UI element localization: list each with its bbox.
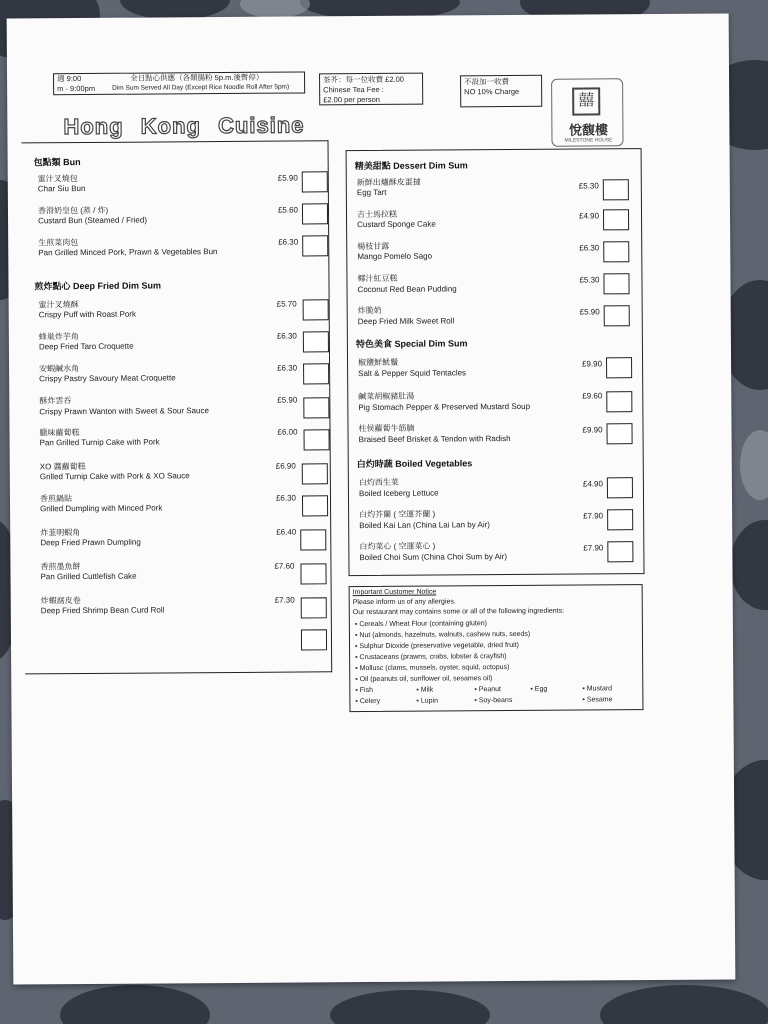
- item-name-zh: 酥炸雲吞: [39, 396, 72, 406]
- item-name-zh: 生煎菜肉包: [38, 238, 79, 248]
- item-price: £6.30: [275, 493, 297, 503]
- item-name-zh: 炸蝦腐皮卷: [40, 596, 81, 606]
- allergen-text: Soy-beans: [478, 697, 513, 705]
- ingredient-bullet: ▪ Nut (almonds, hazelnuts, walnuts, cashew nuts, seeds): [354, 630, 531, 640]
- dim-sum-note-zh: 全日點心供應（各類腸粉 5p.m.後暫停）: [130, 72, 264, 83]
- item-name-zh: 炸脆奶: [357, 305, 382, 316]
- item-name-en: Deep Fried Shrimp Bean Curd Roll: [40, 605, 165, 616]
- item-name-en: Pig Stomach Pepper & Preserved Mustard Soup: [358, 401, 531, 413]
- right-menu-panel: [346, 148, 645, 576]
- notice-line-1: Please inform us of any allergies.: [352, 598, 456, 607]
- item-name-en: Pan Grilled Turnip Cake with Pork: [39, 437, 160, 448]
- item-name-zh: 臘味蘿蔔糕: [39, 428, 80, 438]
- item-price: £5.90: [277, 173, 298, 183]
- item-price: £4.90: [582, 479, 603, 489]
- item-name-en: Boiled Choi Sum (China Choi Sum by Air): [359, 552, 508, 563]
- allergen-item: ▪ Egg: [530, 685, 548, 693]
- item-name-zh: 鹹菜胡椒豬肚湯: [358, 391, 415, 402]
- order-quantity-box[interactable]: [303, 299, 329, 320]
- order-quantity-box[interactable]: [302, 495, 328, 516]
- item-price: £7.90: [583, 511, 604, 521]
- ingredient-bullet: ▪ Crustaceans (prawns, crabs, lobster & crayfish): [355, 653, 507, 662]
- item-name-en: Coconut Red Bean Pudding: [357, 284, 457, 295]
- order-quantity-box[interactable]: [604, 305, 630, 326]
- item-price: £9.60: [582, 391, 603, 401]
- item-name-zh: 蜂巢炸芋角: [38, 332, 79, 342]
- logo-name-zh: 悅馥樓: [568, 122, 608, 138]
- allergen-item: ▪ Fish: [355, 686, 374, 695]
- hours-line-1: 週 9:00: [57, 74, 82, 84]
- item-price: £7.90: [583, 543, 604, 553]
- item-price: £5.30: [578, 181, 599, 191]
- tea-fee-zh: 茶芥：每一位收費 £2.00: [323, 74, 404, 85]
- order-quantity-box[interactable]: [303, 397, 329, 418]
- item-name-zh: 炸韮明蝦角: [40, 528, 81, 538]
- order-quantity-box[interactable]: [301, 597, 327, 618]
- order-quantity-box[interactable]: [302, 203, 328, 224]
- item-name-zh: 蜜汁叉燒包: [37, 174, 78, 184]
- order-quantity-box[interactable]: [606, 423, 632, 444]
- item-price: £7.30: [274, 595, 295, 605]
- order-quantity-box[interactable]: [606, 357, 632, 378]
- allergen-item: ▪ Soy-beans: [474, 697, 513, 705]
- item-name-zh: 椒鹽鮮魷鬚: [358, 357, 399, 368]
- vegetables-section-title: 白灼時蔬 Boiled Vegetables: [356, 458, 473, 470]
- allergen-item: ▪ Milk: [416, 686, 434, 694]
- item-name-en: Mango Pomelo Sago: [357, 251, 433, 262]
- item-name-zh: XO 醬蘿蔔糕: [39, 461, 86, 472]
- item-name-zh: 楊枝甘露: [357, 241, 390, 252]
- allergen-text: Sesame: [586, 696, 613, 704]
- logo-name-en: MILESTONE HOUSE: [564, 137, 613, 144]
- order-quantity-box[interactable]: [603, 179, 629, 200]
- brand-title: Hong Kong Cuisine: [63, 112, 305, 140]
- item-price: £6.30: [277, 363, 298, 373]
- bun-section-title: 包點類 Bun: [33, 157, 81, 168]
- ingredient-bullet: ▪ Cereals / Wheat Flour (containing gluten): [354, 620, 487, 629]
- item-name-zh: 蜜汁叉燒酥: [38, 300, 79, 310]
- notice-line-2: Our restaurant may contains some or all of the following ingredients:: [352, 607, 565, 617]
- order-quantity-box[interactable]: [603, 241, 629, 262]
- service-charge-box: [460, 75, 542, 108]
- allergen-text: Celery: [359, 697, 381, 706]
- item-price: £6.30: [276, 331, 297, 341]
- order-quantity-box[interactable]: [302, 235, 328, 256]
- item-name-en: Braised Beef Brisket & Tendon with Radish: [358, 434, 511, 445]
- allergen-text: Egg: [534, 685, 548, 693]
- item-name-zh: 吉士馬拉糕: [356, 209, 398, 220]
- item-name-zh: 香滑奶皇包 (蒸 / 炸): [37, 205, 109, 216]
- order-quantity-box[interactable]: [603, 209, 629, 230]
- item-price: £7.60: [274, 561, 295, 571]
- ingredient-text: Sulphur Dioxide (preservative vegetable, dried fruit): [359, 641, 520, 651]
- item-price: £6.90: [275, 461, 296, 471]
- left-menu-panel: [22, 140, 333, 674]
- item-name-en: Deep Fried Milk Sweet Roll: [357, 316, 455, 327]
- order-quantity-box-blank[interactable]: [301, 629, 327, 650]
- logo-mark-icon: 囍: [572, 87, 600, 115]
- item-price: £6.00: [277, 427, 298, 437]
- ingredient-text: Cereals / Wheat Flour (containing gluten): [359, 620, 487, 629]
- item-name-en: Custard Bun (Steamed / Fried): [38, 215, 148, 226]
- opening-hours-box: [53, 71, 305, 95]
- item-name-en: Deep Fried Prawn Dumpling: [40, 537, 141, 548]
- item-name-en: Crispy Pastry Savoury Meat Croquette: [39, 373, 176, 384]
- order-quantity-box[interactable]: [304, 429, 330, 450]
- ingredient-bullet: ▪ Sulphur Dioxide (preservative vegetable, dried fruit): [355, 641, 520, 651]
- order-quantity-box[interactable]: [603, 273, 629, 294]
- item-price: £5.90: [579, 307, 600, 317]
- order-quantity-box[interactable]: [300, 563, 326, 584]
- ingredient-text: Mollusc (clams, mussels, oyster, squid, octopus): [359, 664, 510, 673]
- tea-fee-price: £2.00 per person: [323, 94, 380, 105]
- item-name-en: Egg Tart: [356, 187, 387, 198]
- item-name-en: Salt & Pepper Squid Tentacles: [358, 368, 467, 379]
- item-name-en: Crispy Prawn Wanton with Sweet & Sour Sauce: [39, 406, 209, 417]
- item-name-en: Pan Grilled Cuttlefish Cake: [40, 571, 137, 582]
- item-price: £5.70: [276, 299, 297, 309]
- item-name-zh: 椰汁紅豆糕: [357, 273, 398, 284]
- item-name-zh: 安蝦鹹水角: [39, 364, 80, 374]
- item-name-en: Boiled Kai Lan (China Lai Lan by Air): [359, 520, 490, 531]
- allergen-item: ▪ Peanut: [474, 686, 501, 694]
- notice-title: Important Customer Notice: [352, 588, 437, 597]
- allergen-item: ▪ Celery: [355, 697, 381, 706]
- item-name-en: Boiled Iceberg Lettuce: [358, 488, 439, 499]
- item-name-en: Crispy Puff with Roast Pork: [38, 309, 136, 320]
- ingredient-text: Crustaceans (prawns, crabs, lobster & crayfish): [359, 653, 507, 662]
- item-price: £6.30: [579, 243, 600, 253]
- ingredient-text: Oil (peanuts oil, sunflower oil, sesames oil): [359, 675, 493, 684]
- allergen-text: Peanut: [478, 686, 501, 694]
- item-price: £5.30: [579, 275, 600, 285]
- ingredient-bullet: ▪ Mollusc (clams, mussels, oyster, squid, octopus): [355, 664, 510, 673]
- item-name-en: Grilled Turnip Cake with Pork & XO Sauce: [39, 471, 190, 482]
- order-quantity-box[interactable]: [607, 477, 633, 498]
- dim-sum-note-en: Dim Sum Served All Day (Except Rice Noodle Roll After 5pm): [112, 83, 290, 92]
- service-charge-zh: 不設加一收費: [464, 77, 510, 87]
- allergy-notice-box: [349, 584, 644, 712]
- service-charge-en: NO 10% Charge: [464, 86, 520, 97]
- order-quantity-box[interactable]: [303, 331, 329, 352]
- item-name-en: Char Siu Bun: [37, 183, 86, 194]
- item-name-en: Deep Fried Taro Croquette: [38, 341, 134, 352]
- restaurant-logo: [551, 78, 623, 147]
- item-price: £5.90: [277, 395, 298, 405]
- item-name-en: Grilled Dumpling with Minced Pork: [40, 503, 163, 514]
- item-price: £9.90: [582, 425, 603, 435]
- item-name-zh: 柱侯蘿蔔牛筋腩: [358, 423, 415, 434]
- order-quantity-box[interactable]: [607, 509, 633, 530]
- hours-line-2: m - 9:00pm: [57, 83, 96, 94]
- allergen-item: ▪ Mustard: [582, 685, 613, 693]
- item-name-en: Custard Sponge Cake: [357, 219, 436, 230]
- allergen-text: Fish: [359, 686, 374, 695]
- item-name-zh: 香煎墨魚餅: [40, 562, 81, 572]
- ingredient-bullet: ▪ Oil (peanuts oil, sunflower oil, sesames oil): [355, 675, 493, 684]
- item-price: £6.30: [278, 237, 299, 247]
- item-price: £6.40: [276, 527, 297, 537]
- item-price: £4.90: [578, 211, 600, 221]
- item-name-zh: 白灼芥蘭 ( 空運芥蘭 ): [359, 509, 436, 520]
- item-name-zh: 新鮮出爐酥皮蛋撻: [356, 177, 421, 188]
- order-quantity-box[interactable]: [302, 171, 328, 192]
- tea-fee-en: Chinese Tea Fee :: [323, 84, 384, 95]
- allergen-text: Milk: [420, 686, 434, 694]
- allergen-item: ▪ Sesame: [582, 696, 613, 704]
- item-name-zh: 白灼菜心 ( 空運菜心 ): [359, 541, 436, 552]
- allergen-text: Mustard: [586, 685, 613, 693]
- item-name-zh: 白灼西生菜: [358, 477, 399, 488]
- menu-sheet: [7, 13, 736, 984]
- order-quantity-box[interactable]: [302, 463, 328, 484]
- special-section-title: 特色美食 Special Dim Sum: [355, 338, 468, 350]
- item-name-en: Pan Grilled Minced Pork, Prawn & Vegetables Bun: [38, 247, 218, 258]
- tea-fee-box: [319, 73, 423, 106]
- order-quantity-box[interactable]: [607, 541, 633, 562]
- ingredient-text: Nut (almonds, hazelnuts, walnuts, cashew nuts, seeds): [359, 630, 531, 640]
- item-name-zh: 香煎鍋貼: [39, 494, 73, 504]
- item-price: £5.60: [277, 205, 299, 215]
- allergen-item: ▪ Lupin: [416, 697, 439, 705]
- order-quantity-box[interactable]: [606, 391, 632, 412]
- item-price: £9.90: [582, 359, 603, 369]
- order-quantity-box[interactable]: [300, 529, 326, 550]
- deep-fried-section-title: 煎炸點心 Deep Fried Dim Sum: [34, 280, 162, 292]
- dessert-section-title: 精美甜點 Dessert Dim Sum: [354, 160, 468, 172]
- allergen-text: Lupin: [420, 697, 439, 705]
- order-quantity-box[interactable]: [303, 363, 329, 384]
